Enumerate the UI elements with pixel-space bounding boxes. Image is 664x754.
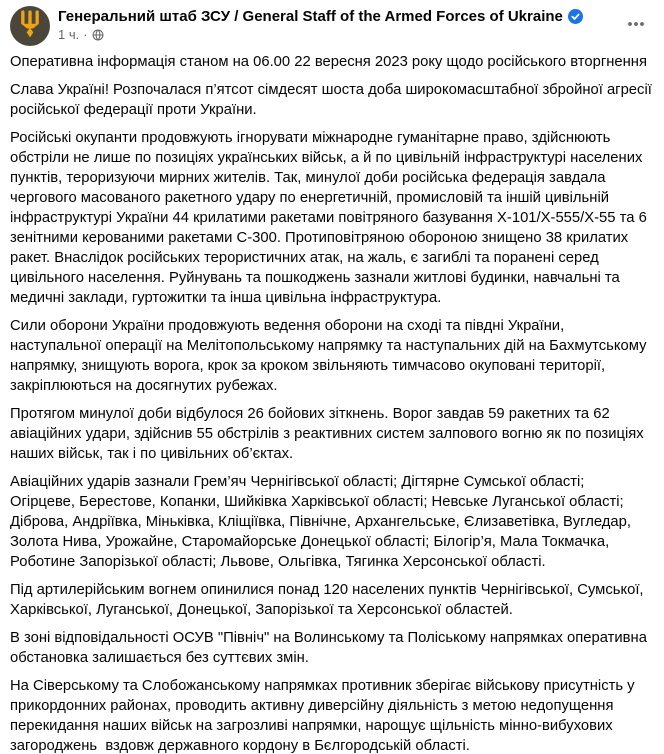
header-info — [58, 6, 620, 43]
post-paragraph: Сили оборони України продовжують ведення оборони на сході та півдні України, наступальної операції на Мелітопольському напрямку та наступальних дій на Бахмутському напрямку, знищують ворога, крок за кроком звільняють тимчасово окуповані території, закріплюються на досягнутих рубежах. — [10, 318, 651, 394]
three-dots-icon — [626, 14, 646, 34]
post-timestamp[interactable]: 1 ч. — [58, 27, 80, 42]
page-name[interactable]: Генеральний штаб ЗСУ / General Staff of the Armed Forces of Ukraine — [58, 8, 563, 25]
dot-separator: · — [83, 27, 88, 42]
post-paragraph: На Сіверському та Слобожанському напрямках противник зберігає військову присутність у прикордонних районах, проводить активну диверсійну діяльність з метою недопущення перекидання наших військ на загрозливі напрямки, нарощує щільність мінно-вибухових загороджень вздовж державного кордону в Бєлгородській області. — [10, 678, 639, 754]
post-paragraph: Слава Україні! Розпочалася п’ятсот сімдесят шоста доба широкомасштабної збройної агресії російської федерації проти України. — [10, 82, 656, 118]
post-paragraph: Протягом минулої доби відбулося 26 бойових зіткнень. Ворог завдав 59 ракетних та 62 авіаційних удари, здійснив 55 обстрілів з реактивних систем залпового вогню як по позиціях наших військ, так і по цивільних об’єктах. — [10, 406, 648, 462]
trident-icon — [19, 10, 41, 43]
post-paragraph: Під артилерійським вогнем опинилися понад 120 населених пунктів Чернігівської, Сумської, Харківської, Луганської, Донецької, Запорізької та Херсонської областей. — [10, 582, 648, 618]
more-options-button[interactable] — [620, 8, 652, 40]
page-avatar[interactable] — [10, 6, 50, 46]
post-paragraph: Авіаційних ударів зазнали Грем’яч Чернігівської області; Дігтярне Сумської області; Огірцеве, Берестове, Копанки, Шийківка Харківської області; Невське Луганської області; Діброва, Андріївка, Міньківка, Кліщіївка, Північне, Архангельське, Єлизаветівка, Вугледар, Золота Нива, Урожайне, Старомайорське Донецької області; Білогір’я, Мала Токмачка, Роботине Запорізької області; Львове, Ольгівка, Тягинка Херсонської області. — [10, 474, 636, 570]
timestamp-row — [58, 27, 620, 43]
globe-audience-icon — [92, 29, 104, 41]
post-header — [0, 0, 664, 50]
verified-badge-icon — [568, 9, 583, 24]
post-paragraph: Оперативна інформація станом на 06.00 22 вересня 2023 року щодо російського вторгнення — [10, 54, 647, 70]
post-paragraph: В зоні відповідальності ОСУВ "Північ" на Волинському та Поліському напрямках оперативна обстановка залишається без суттєвих змін. — [10, 630, 652, 666]
post-paragraph: Російські окупанти продовжують ігнорувати міжнародне гуманітарне право, здійснюють обстріли не лише по позиціях українських військ, а й по цивільній інфраструктурі населених пунктів, тероризуючи мирних жителів. Так, минулої доби російська федерація завдала чергового масованого ракетного удару по енергетичній, промисловій та іншій цивільній інфраструктурі України 44 крилатими ракетами повітряного базування Х-101/Х-555/Х-55 та 6 зенітними керованими ракетами С-300. Протиповітряною обороною знищено 38 крилатих ракет. Внаслідок російських терористичних атак, на жаль, є загиблі та поранені серед цивільного населення. Руйнувань та пошкоджень зазнали житлові будинки, навчальні та медичні заклади, гуртожитки та інша цивільна інфраструктура. — [10, 130, 651, 306]
post-body — [0, 50, 664, 754]
page-name-row — [58, 7, 620, 26]
